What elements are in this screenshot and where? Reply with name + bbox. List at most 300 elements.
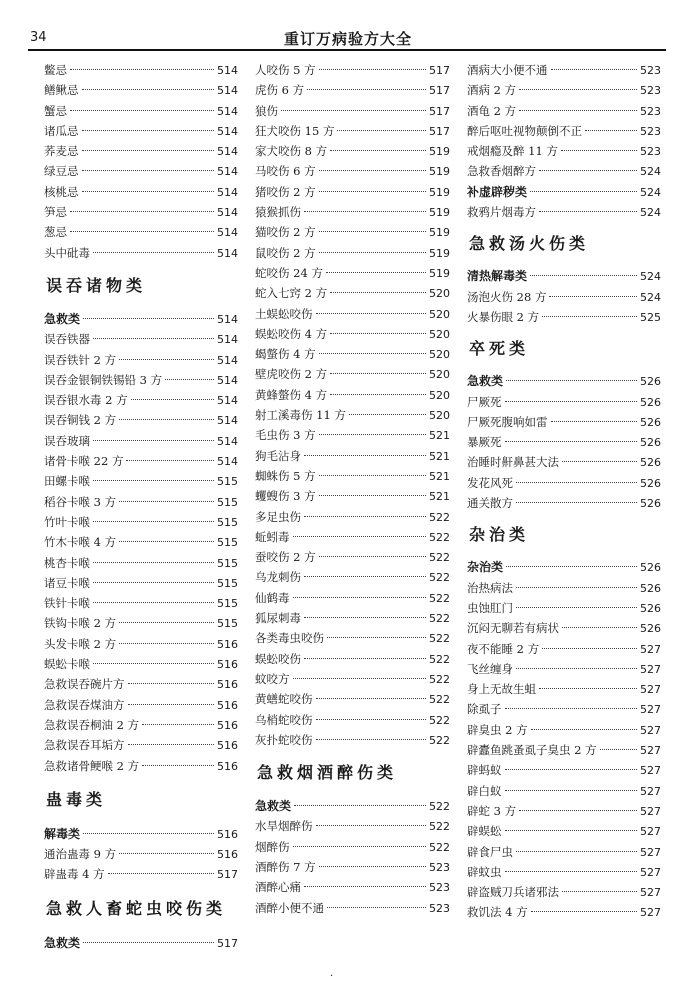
toc-entry xyxy=(467,161,661,181)
toc-entry xyxy=(44,634,238,654)
dot-leader xyxy=(119,643,214,644)
dot-leader xyxy=(319,252,426,253)
entry-title: 鼠咬伤 2 方 xyxy=(255,245,316,260)
toc-entry xyxy=(44,161,238,181)
entry-title: 急救类 xyxy=(467,374,504,389)
entry-page: 517 xyxy=(429,84,450,98)
toc-entry xyxy=(44,735,238,755)
dot-leader xyxy=(70,231,214,232)
toc-category-entry xyxy=(467,182,661,202)
entry-page: 515 xyxy=(217,536,238,550)
dot-leader xyxy=(128,744,215,745)
entry-title: 急救类 xyxy=(44,311,81,326)
toc-entry xyxy=(44,864,238,884)
dot-leader xyxy=(293,678,427,679)
dot-leader xyxy=(93,521,214,522)
entry-title: 酒病大小便不通 xyxy=(467,63,548,77)
entry-page: 522 xyxy=(429,820,450,834)
entry-page: 522 xyxy=(429,733,450,747)
toc-entry xyxy=(44,410,238,430)
entry-page: 520 xyxy=(429,348,450,362)
entry-title: 诸豆卡喉 xyxy=(44,575,90,590)
dot-leader xyxy=(505,401,638,402)
toc-entry xyxy=(44,844,238,864)
toc-entry xyxy=(255,263,450,283)
entry-title: 竹叶卡喉 xyxy=(44,514,90,529)
entry-page: 526 xyxy=(640,622,661,636)
dot-leader xyxy=(83,942,214,943)
toc-entry xyxy=(44,370,238,390)
dot-leader xyxy=(530,191,637,192)
toc-entry xyxy=(44,695,238,715)
dot-leader xyxy=(82,170,215,171)
toc-entry xyxy=(467,60,661,80)
toc-category-entry xyxy=(467,266,661,286)
entry-page: 522 xyxy=(429,571,450,585)
toc-entry xyxy=(44,390,238,410)
entry-title: 鳖忌 xyxy=(44,63,67,77)
entry-page: 514 xyxy=(217,455,238,469)
page-number: 34 xyxy=(30,30,47,45)
entry-page: 526 xyxy=(640,395,661,409)
entry-title: 飞丝缠身 xyxy=(467,661,513,676)
toc-entry xyxy=(255,608,450,628)
toc-entry xyxy=(467,578,661,598)
toc-entry xyxy=(255,507,450,527)
dot-leader xyxy=(585,130,637,131)
dot-leader xyxy=(551,69,638,70)
entry-page: 527 xyxy=(640,683,661,697)
entry-page: 514 xyxy=(217,104,238,118)
entry-title: 通关散方 xyxy=(467,496,513,511)
entry-page: 522 xyxy=(429,591,450,605)
toc-entry xyxy=(44,715,238,735)
entry-page: 521 xyxy=(429,490,450,504)
toc-entry xyxy=(255,628,450,648)
entry-page: 526 xyxy=(640,476,661,490)
entry-page: 525 xyxy=(640,310,661,324)
entry-page: 516 xyxy=(217,678,238,692)
entry-title: 酒醉心痛 xyxy=(255,880,301,895)
toc-category-entry xyxy=(44,309,238,329)
entry-title: 夜不能睡 2 方 xyxy=(467,641,540,656)
entry-title: 猪咬伤 2 方 xyxy=(255,184,316,199)
dot-leader xyxy=(319,556,426,557)
entry-title: 蛇入七窍 2 方 xyxy=(255,286,328,301)
toc-entry xyxy=(255,344,450,364)
toc-entry xyxy=(467,202,661,222)
dot-leader xyxy=(505,871,638,872)
entry-page: 526 xyxy=(640,415,661,429)
dot-leader xyxy=(119,541,214,542)
entry-title: 急救误吞煤油方 xyxy=(44,697,125,712)
entry-page: 514 xyxy=(217,165,238,179)
entry-title: 仙鹤毒 xyxy=(255,590,290,605)
entry-page: 516 xyxy=(217,658,238,672)
entry-page: 514 xyxy=(217,185,238,199)
toc-entry xyxy=(467,801,661,821)
entry-title: 铁钩卡喉 2 方 xyxy=(44,616,117,631)
dot-leader xyxy=(82,89,215,90)
entry-title: 尸厥死腹响如雷 xyxy=(467,414,548,429)
header-rule xyxy=(28,49,666,51)
entry-page: 524 xyxy=(640,270,661,284)
entry-page: 520 xyxy=(429,409,450,423)
toc-entry xyxy=(255,446,450,466)
toc-entry xyxy=(44,141,238,161)
toc-entry xyxy=(44,512,238,532)
dot-leader xyxy=(70,69,214,70)
entry-title: 头中砒毒 xyxy=(44,245,90,260)
toc-entry xyxy=(467,432,661,452)
dot-leader xyxy=(506,566,637,567)
entry-page: 521 xyxy=(429,469,450,483)
entry-page: 523 xyxy=(429,881,450,895)
toc-entry xyxy=(44,121,238,141)
dot-leader xyxy=(293,597,427,598)
toc-entry xyxy=(255,141,450,161)
entry-title: 土蜈蚣咬伤 xyxy=(255,306,313,321)
entry-title: 醉后呕吐视物颠倒不正 xyxy=(467,123,582,138)
dot-leader xyxy=(516,851,637,852)
dot-leader xyxy=(531,911,637,912)
dot-leader xyxy=(531,729,637,730)
dot-leader xyxy=(281,110,426,111)
dot-leader xyxy=(516,587,637,588)
toc-category-entry xyxy=(44,824,238,844)
entry-page: 519 xyxy=(429,206,450,220)
entry-page: 519 xyxy=(429,165,450,179)
toc-entry xyxy=(255,283,450,303)
dot-leader xyxy=(542,316,637,317)
entry-page: 522 xyxy=(429,840,450,854)
entry-page: 516 xyxy=(217,718,238,732)
dot-leader xyxy=(319,170,426,171)
toc-entry xyxy=(255,121,450,141)
toc-entry xyxy=(44,350,238,370)
toc-entry xyxy=(255,80,450,100)
entry-page: 522 xyxy=(429,551,450,565)
dot-leader xyxy=(93,663,214,664)
entry-page: 514 xyxy=(217,124,238,138)
toc-entry xyxy=(255,527,450,547)
entry-title: 急救误吞桐油 2 方 xyxy=(44,717,140,732)
entry-page: 523 xyxy=(429,860,450,874)
toc-entry xyxy=(255,60,450,80)
entry-page: 523 xyxy=(640,84,661,98)
section-heading: 急救人畜蛇虫咬伤类 xyxy=(46,898,227,918)
entry-page: 520 xyxy=(429,368,450,382)
dot-leader xyxy=(561,150,637,151)
dot-leader xyxy=(327,637,426,638)
toc-entry xyxy=(255,567,450,587)
entry-page: 527 xyxy=(640,865,661,879)
entry-title: 竹木卡喉 4 方 xyxy=(44,535,117,550)
entry-page: 527 xyxy=(640,886,661,900)
toc-entry xyxy=(467,412,661,432)
toc-entry xyxy=(467,842,661,862)
entry-title: 辟蠹鱼跳蚤虱子臭虫 2 方 xyxy=(467,743,597,758)
dot-leader xyxy=(70,110,214,111)
dot-leader xyxy=(307,89,426,90)
toc-entry xyxy=(255,385,450,405)
entry-page: 526 xyxy=(640,561,661,575)
entry-page: 514 xyxy=(217,394,238,408)
entry-title: 误吞铁器 xyxy=(44,332,90,347)
dot-leader xyxy=(304,576,426,577)
dot-leader xyxy=(562,461,637,462)
dot-leader xyxy=(142,724,214,725)
dot-leader xyxy=(128,704,215,705)
dot-leader xyxy=(539,688,637,689)
toc-entry xyxy=(44,573,238,593)
toc-entry xyxy=(255,547,450,567)
entry-page: 515 xyxy=(217,515,238,529)
entry-title: 发花风死 xyxy=(467,475,513,490)
dot-leader xyxy=(293,536,427,537)
entry-page: 517 xyxy=(429,124,450,138)
toc-entry xyxy=(467,679,661,699)
toc-entry xyxy=(467,80,661,100)
entry-title: 治热病法 xyxy=(467,580,513,595)
toc-entry xyxy=(44,471,238,491)
entry-title: 急救诸骨鲠喉 2 方 xyxy=(44,758,140,773)
entry-title: 射工溪毒伤 11 方 xyxy=(255,408,346,423)
toc-entry xyxy=(467,740,661,760)
entry-page: 516 xyxy=(217,637,238,651)
entry-title: 除虱子 xyxy=(467,702,502,717)
entry-title: 急救误吞耳垢方 xyxy=(44,738,125,753)
entry-page: 526 xyxy=(640,497,661,511)
entry-title: 马咬伤 6 方 xyxy=(255,164,316,179)
entry-title: 笋忌 xyxy=(44,205,67,220)
toc-entry xyxy=(255,837,450,857)
dot-leader xyxy=(330,150,426,151)
entry-page: 527 xyxy=(640,906,661,920)
entry-page: 521 xyxy=(429,429,450,443)
entry-title: 狐尿刺毒 xyxy=(255,611,301,626)
entry-title: 酒病 2 方 xyxy=(467,83,517,98)
entry-title: 狂犬咬伤 15 方 xyxy=(255,123,335,138)
toc-entry xyxy=(44,756,238,776)
section-heading: 急救汤火伤类 xyxy=(469,234,590,254)
entry-page: 523 xyxy=(640,104,661,118)
entry-title: 黄蟮蛇咬伤 xyxy=(255,692,313,707)
section-heading: 杂治类 xyxy=(469,525,530,545)
dot-leader xyxy=(319,434,426,435)
entry-page: 520 xyxy=(429,307,450,321)
entry-title: 稻谷卡喉 3 方 xyxy=(44,494,117,509)
entry-page: 514 xyxy=(217,373,238,387)
toc-entry xyxy=(255,161,450,181)
entry-page: 522 xyxy=(429,800,450,814)
entry-title: 辟盗贼刀兵诸邪法 xyxy=(467,885,559,900)
dot-leader xyxy=(93,480,214,481)
dot-leader xyxy=(539,170,637,171)
entry-title: 毛虫伤 3 方 xyxy=(255,428,316,443)
entry-title: 黄蜂螫伤 4 方 xyxy=(255,387,328,402)
entry-page: 519 xyxy=(429,246,450,260)
entry-title: 蜘蛛伤 5 方 xyxy=(255,468,316,483)
toc-entry xyxy=(467,639,661,659)
entry-page: 527 xyxy=(640,784,661,798)
dot-leader xyxy=(319,475,426,476)
entry-page: 521 xyxy=(429,449,450,463)
toc-entry xyxy=(44,532,238,552)
entry-title: 蚊咬方 xyxy=(255,671,290,686)
dot-leader xyxy=(93,582,214,583)
entry-page: 527 xyxy=(640,804,661,818)
entry-page: 527 xyxy=(640,744,661,758)
dot-leader xyxy=(82,130,215,131)
dot-leader xyxy=(330,373,426,374)
entry-page: 522 xyxy=(429,530,450,544)
toc-entry xyxy=(467,392,661,412)
toc-entry xyxy=(255,202,450,222)
toc-entry xyxy=(467,821,661,841)
dot-leader xyxy=(93,252,214,253)
dot-leader xyxy=(505,790,638,791)
dot-leader xyxy=(562,627,637,628)
toc-entry xyxy=(44,654,238,674)
entry-page: 517 xyxy=(217,936,238,950)
dot-leader xyxy=(600,749,637,750)
toc-entry xyxy=(255,364,450,384)
entry-title: 蛇咬伤 24 方 xyxy=(255,265,323,280)
entry-page: 527 xyxy=(640,703,661,717)
entry-page: 522 xyxy=(429,652,450,666)
toc-entry xyxy=(467,699,661,719)
entry-title: 虫蚀肛门 xyxy=(467,600,513,615)
entry-page: 514 xyxy=(217,64,238,77)
dot-leader xyxy=(319,866,426,867)
dot-leader xyxy=(519,110,637,111)
entry-page: 517 xyxy=(217,868,238,882)
dot-leader xyxy=(549,296,637,297)
entry-page: 514 xyxy=(217,246,238,260)
entry-title: 急救香烟醉方 xyxy=(467,164,536,179)
dot-leader xyxy=(319,191,426,192)
entry-title: 桃杏卡喉 xyxy=(44,555,90,570)
entry-title: 辟臭虫 2 方 xyxy=(467,722,528,737)
toc-category-entry xyxy=(255,796,450,816)
entry-title: 辟白蚁 xyxy=(467,783,502,798)
footer-mark: · xyxy=(330,971,334,982)
toc-entry xyxy=(44,674,238,694)
entry-page: 524 xyxy=(640,185,661,199)
dot-leader xyxy=(316,825,427,826)
entry-title: 戒烟瘾及醉 11 方 xyxy=(467,144,558,159)
toc-entry xyxy=(467,659,661,679)
entry-title: 误吞金银铜铁锡铅 3 方 xyxy=(44,372,163,387)
entry-title: 辟蚊虫 xyxy=(467,864,502,879)
entry-page: 522 xyxy=(429,632,450,646)
toc-entry xyxy=(44,492,238,512)
toc-entry xyxy=(255,710,450,730)
entry-title: 身上无故生蛆 xyxy=(467,682,536,697)
dot-leader xyxy=(316,313,427,314)
entry-title: 蠼螋伤 3 方 xyxy=(255,489,316,504)
entry-page: 515 xyxy=(217,597,238,611)
section-heading: 误吞诸物类 xyxy=(46,275,147,295)
dot-leader xyxy=(516,482,637,483)
toc-entry xyxy=(255,588,450,608)
entry-page: 515 xyxy=(217,475,238,489)
entry-title: 家犬咬伤 8 方 xyxy=(255,144,328,159)
entry-page: 514 xyxy=(217,84,238,98)
toc-category-entry xyxy=(44,933,238,953)
toc-entry xyxy=(255,324,450,344)
entry-page: 523 xyxy=(640,124,661,138)
toc-entry xyxy=(255,182,450,202)
toc-entry xyxy=(255,730,450,750)
toc-entry xyxy=(255,243,450,263)
entry-page: 519 xyxy=(429,185,450,199)
dot-leader xyxy=(516,607,637,608)
toc-entry xyxy=(467,760,661,780)
toc-entry xyxy=(44,451,238,471)
entry-page: 520 xyxy=(429,388,450,402)
toc-entry xyxy=(467,101,661,121)
entry-page: 526 xyxy=(640,581,661,595)
dot-leader xyxy=(304,658,426,659)
entry-page: 526 xyxy=(640,601,661,615)
dot-leader xyxy=(93,602,214,603)
toc-entry xyxy=(467,902,661,922)
toc-entry xyxy=(467,862,661,882)
entry-title: 人咬伤 5 方 xyxy=(255,63,316,77)
toc-entry xyxy=(467,493,661,513)
entry-title: 治睡时鼾鼻甚大法 xyxy=(467,455,559,470)
dot-leader xyxy=(93,338,214,339)
entry-page: 520 xyxy=(429,327,450,341)
entry-page: 514 xyxy=(217,434,238,448)
entry-title: 辟蛊毒 4 方 xyxy=(44,867,105,882)
dot-leader xyxy=(505,441,638,442)
entry-title: 救饥法 4 方 xyxy=(467,905,528,920)
entry-page: 515 xyxy=(217,495,238,509)
entry-page: 516 xyxy=(217,848,238,862)
dot-leader xyxy=(83,318,214,319)
entry-title: 蚯蚓毒 xyxy=(255,529,290,544)
entry-title: 狼伤 xyxy=(255,103,278,118)
entry-page: 522 xyxy=(429,612,450,626)
entry-title: 酒醉小便不通 xyxy=(255,900,324,915)
entry-page: 515 xyxy=(217,617,238,631)
entry-page: 527 xyxy=(640,825,661,839)
toc-entry xyxy=(255,857,450,877)
toc-entry xyxy=(255,669,450,689)
entry-title: 杂治类 xyxy=(467,560,504,575)
section-heading: 急救烟酒醉伤类 xyxy=(257,763,398,783)
dot-leader xyxy=(142,765,214,766)
entry-title: 辟蛇 3 方 xyxy=(467,803,517,818)
entry-title: 灰扑蛇咬伤 xyxy=(255,732,313,747)
entry-title: 猫咬伤 2 方 xyxy=(255,225,316,240)
entry-page: 514 xyxy=(217,353,238,367)
dot-leader xyxy=(326,272,426,273)
entry-page: 524 xyxy=(640,165,661,179)
entry-title: 暴厥死 xyxy=(467,435,502,450)
dot-leader xyxy=(505,769,638,770)
entry-title: 辟蚂蚁 xyxy=(467,763,502,778)
dot-leader xyxy=(108,873,214,874)
toc-entry xyxy=(255,877,450,897)
dot-leader xyxy=(131,399,214,400)
dot-leader xyxy=(304,617,426,618)
dot-leader xyxy=(304,455,426,456)
entry-title: 急救类 xyxy=(44,935,81,950)
